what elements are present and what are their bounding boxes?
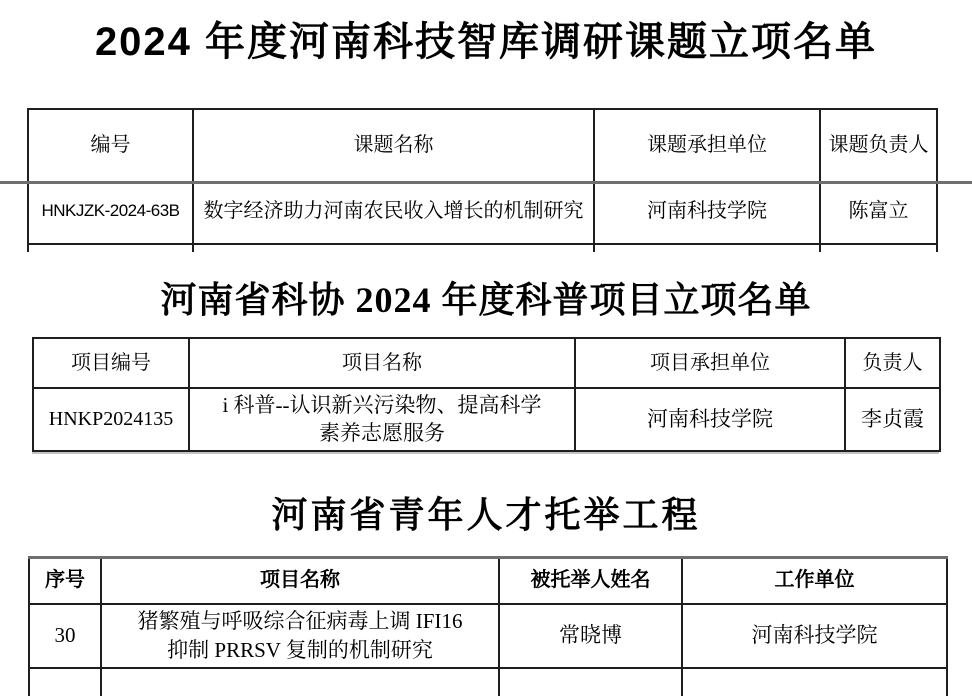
header-cell-project-leader: 课题负责人 [820, 109, 937, 180]
clipped-next-row [28, 244, 937, 252]
header-cell-project-name: 项目名称 [101, 558, 499, 604]
section2-title: 河南省科协 2024 年度科普项目立项名单 [160, 280, 812, 320]
header-cell-undertaking-unit: 课题承担单位 [594, 109, 820, 180]
header-cell-leader: 负责人 [845, 338, 940, 388]
section2-header-row [33, 338, 940, 388]
cell-serial-number: 30 [29, 604, 101, 668]
header-cell-project-name: 课题名称 [193, 109, 594, 180]
header-cell-project-number: 项目编号 [33, 338, 189, 388]
header-separator-line [0, 181, 972, 184]
header-cell-undertaking-unit: 项目承担单位 [575, 338, 845, 388]
section3-data-row [29, 604, 947, 668]
section3-title: 河南省青年人才托举工程 [271, 494, 701, 535]
cell-undertaking-unit: 河南科技学院 [594, 180, 820, 244]
cell-work-unit: 河南科技学院 [682, 604, 947, 668]
header-cell-serial-number: 序号 [29, 558, 101, 604]
section3-header-row [29, 558, 947, 604]
header-cell-project-name: 项目名称 [189, 338, 575, 388]
clipped-next-row [29, 668, 947, 696]
section1-data-row [28, 180, 937, 244]
cell-project-leader: 陈富立 [820, 180, 937, 244]
section1-header-row [28, 109, 937, 180]
cell-leader: 李贞霞 [845, 388, 940, 451]
clipped-next-row-line [32, 452, 939, 454]
section1-table [27, 108, 938, 252]
cell-project-id: HNKJZK-2024-63B [28, 180, 193, 244]
header-cell-sponsored-person: 被托举人姓名 [499, 558, 682, 604]
section1-title: 2024 年度河南科技智库调研课题立项名单 [94, 20, 878, 64]
section2-table [32, 337, 941, 452]
cell-project-name: 猪繁殖与呼吸综合征病毒上调 IFI16 抑制 PRRSV 复制的机制研究 [101, 604, 499, 668]
section2-data-row [33, 388, 940, 451]
cell-project-name: i 科普--认识新兴污染物、提高科学素养志愿服务 [189, 388, 575, 451]
cell-sponsored-person: 常晓博 [499, 604, 682, 668]
header-cell-number: 编号 [28, 109, 193, 180]
cell-project-name: 数字经济助力河南农民收入增长的机制研究 [193, 180, 594, 244]
cell-project-id: HNKP2024135 [33, 388, 189, 451]
section3-table [28, 556, 948, 696]
header-cell-work-unit: 工作单位 [682, 558, 947, 604]
cell-undertaking-unit: 河南科技学院 [575, 388, 845, 451]
